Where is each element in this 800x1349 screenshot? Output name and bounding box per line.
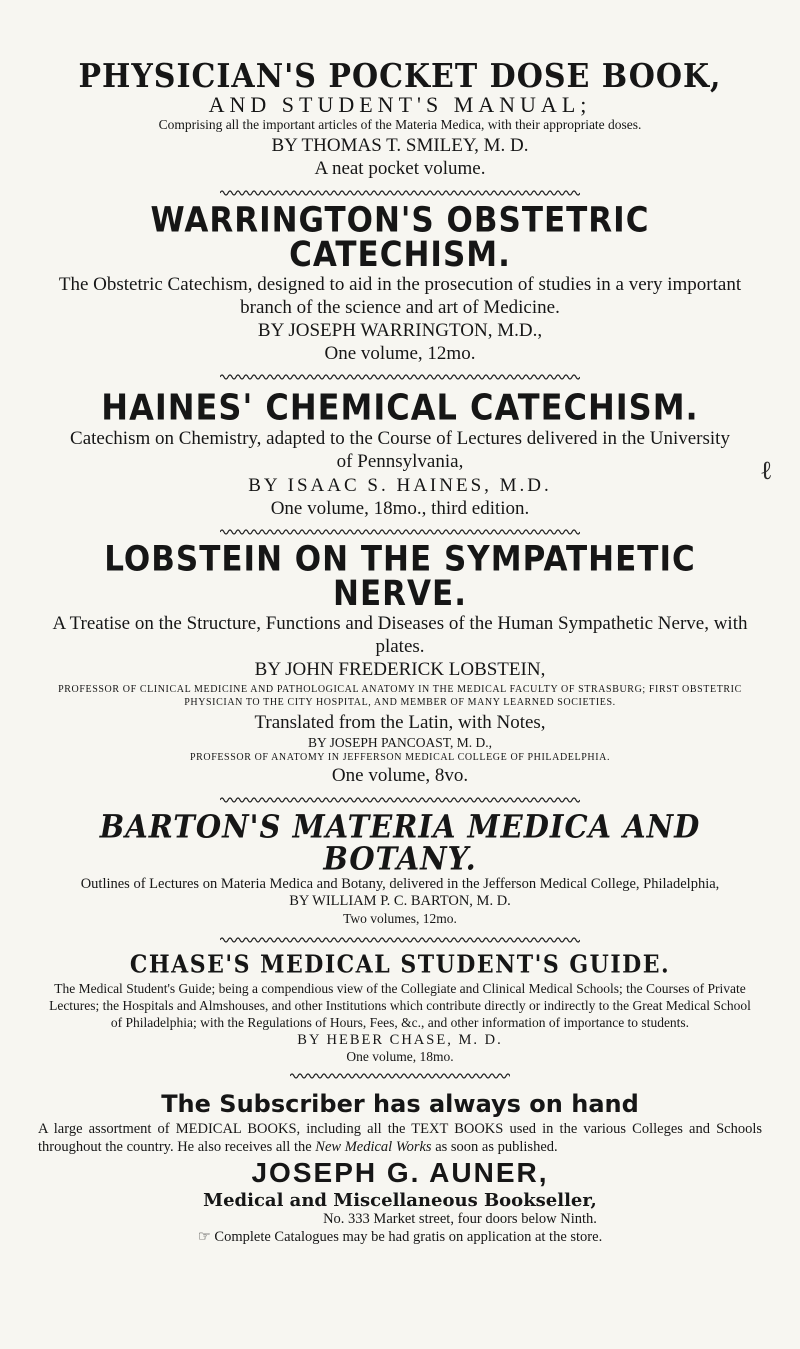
lobstein-translator: BY JOSEPH PANCOAST, M. D., [307,734,493,750]
haines-title: HAINES' CHEMICAL CATECHISM. [101,385,699,429]
barton-format: Two volumes, 12mo. [343,911,457,926]
advertisement-page [38,57,762,1247]
divider [38,373,762,381]
lobstein-title: LOBSTEIN ON THE SYMPATHETIC NERVE. [104,538,696,614]
subscriber-heading: The Subscriber has always on hand [161,1090,639,1119]
chase-author: BY HEBER CHASE, M. D. [297,1031,503,1048]
seller-trade: Medical and Miscellaneous Bookseller, [203,1189,597,1211]
wavy-rule [220,530,580,534]
physician-title: PHYSICIAN'S POCKET DOSE BOOK, [78,57,722,96]
divider [38,1072,762,1080]
divider [38,528,762,536]
wavy-rule [220,938,580,942]
warrington-format: One volume, 12mo. [324,343,476,365]
lobstein-description: A Treatise on the Structure, Functions and Diseases of the Human Sympathetic Nerve, with plates. [52,612,748,658]
warrington-title: WARRINGTON'S OBSTETRIC CATECHISM. [150,199,650,275]
wavy-rule [290,1074,510,1078]
chase-section [38,950,762,1066]
lobstein-section [38,538,762,788]
physician-author: BY THOMAS T. SMILEY, M. D. [271,135,529,157]
catalogue-note [38,1229,762,1247]
barton-section [38,807,762,928]
wavy-rule [220,375,580,379]
chase-format: One volume, 18mo. [346,1049,454,1065]
wavy-rule [220,798,580,802]
lobstein-author: BY JOHN FREDERICK LOBSTEIN, [254,659,546,681]
lobstein-format: One volume, 8vo. [331,765,469,787]
chase-title: CHASE'S MEDICAL STUDENT'S GUIDE. [129,950,671,980]
barton-description: Outlines of Lectures on Materia Medica and Botany, delivered in the Jefferson Medical College, Philadelphia, [80,875,720,892]
wavy-rule [220,191,580,195]
catalogue-text: Complete Catalogues may be had gratis on application at the store. [214,1229,603,1246]
subscriber-text-italic: New Medical Works [315,1138,432,1155]
haines-format: One volume, 18mo., third edition. [270,497,530,519]
physician-format: A neat pocket volume. [314,158,486,180]
physician-section [38,57,762,181]
chase-description: The Medical Student's Guide; being a compendious view of the Collegiate and Clinical Medical Schools; the Courses of Private Lectures; the Hospitals and Almshouses, and other Institutions which contribute directly or indirectly to the Great Medical School of Philadelphia; with the Regulations of Hours, Fees, &c., and other information of importance to students. [49,980,751,1030]
pointing-hand-icon: ☞ [197,1229,211,1246]
subscriber-text [38,1119,762,1156]
subscriber-text-part: A large assortment of MEDICAL BOOKS, including all the TEXT BOOKS used in the various Colleges and Schools throughout the country. He also receives all the [38,1120,762,1155]
physician-subtitle: AND STUDENT'S MANUAL; [208,92,592,117]
barton-author: BY WILLIAM P. C. BARTON, M. D. [289,893,511,910]
divider [38,796,762,804]
lobstein-translation: Translated from the Latin, with Notes, [254,712,546,734]
haines-description: Catechism on Chemistry, adapted to the Course of Lectures delivered in the University of Pennsylvania, [70,428,730,473]
seller-name: JOSEPH G. AUNER, [251,1157,549,1189]
haines-author: BY ISAAC S. HAINES, M.D. [248,474,552,496]
subscriber-section [38,1090,762,1247]
divider [38,936,762,944]
lobstein-credentials: PROFESSOR OF CLINICAL MEDICINE AND PATHOLOGICAL ANATOMY IN THE MEDICAL FACULTY OF STRASBURG; FIRST OBSTETRIC PHYSICIAN TO THE CITY HOSPITAL, AND MEMBER OF MANY LEARNED SOCIETIES. [58,684,742,709]
haines-section [38,385,762,520]
margin-mark-icon: ℓ [760,456,773,485]
warrington-author: BY JOSEPH WARRINGTON, M.D., [257,319,543,341]
physician-description: Comprising all the important articles of the Materia Medica, with their appropriate doses. [158,117,642,133]
warrington-section [38,199,762,366]
divider [38,189,762,197]
lobstein-translator-credentials: PROFESSOR OF ANATOMY IN JEFFERSON MEDICAL COLLEGE OF PHILADELPHIA. [189,752,611,764]
warrington-description: The Obstetric Catechism, designed to aid in the prosecution of studies in a very important branch of the science and art of Medicine. [58,273,742,318]
seller-address: No. 333 Market street, four doors below Ninth. [323,1211,597,1228]
subscriber-text-part: as soon as published. [431,1138,558,1155]
barton-title: BARTON'S MATERIA MEDICA AND BOTANY. [99,807,701,877]
